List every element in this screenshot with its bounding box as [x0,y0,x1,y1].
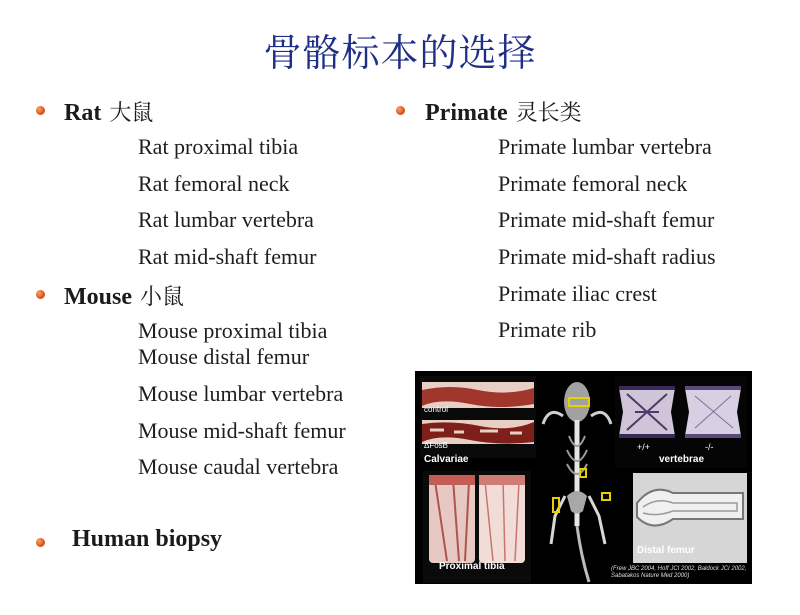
section-primate-heading [425,96,582,127]
genotype-ko-label: -/- [705,442,714,452]
distal-femur-panel [633,473,747,563]
mouse-item: Mouse mid-shaft femur [138,418,346,443]
rat-xray-image [539,376,615,584]
mouse-item: Mouse caudal vertebra [138,454,339,479]
rat-label-cn: 大鼠 [109,101,154,126]
calvariae-label: Calvariae [424,454,469,465]
bullet-primate [396,106,405,115]
vertebrae-panel [615,376,747,468]
section-rat-heading [64,96,153,127]
primate-label-cn: 灵长类 [515,101,582,126]
fosb-label: ΔFosB [424,441,449,450]
primate-item: Primate mid-shaft radius [498,244,716,269]
proximal-tibia-panel [423,471,531,583]
section-mouse-heading [64,280,184,311]
human-biopsy-heading: Human biopsy [72,526,223,552]
rat-item: Rat proximal tibia [138,134,299,159]
xray-panel [539,376,615,584]
mouse-label-cn: 小鼠 [140,285,185,310]
page-title: 骨骼标本的选择 [263,31,537,75]
roi-box-skull [568,397,590,407]
bone-specimen-figure [415,371,752,584]
primate-label: Primate [425,100,508,126]
vertebrae-label: vertebrae [659,454,705,465]
roi-box-tibia [552,497,560,513]
primate-item: Primate mid-shaft femur [498,207,715,232]
rat-label: Rat [64,100,102,126]
rat-item: Rat mid-shaft femur [138,244,317,269]
mouse-item: Mouse proximal tibia [138,318,328,343]
rat-item: Rat femoral neck [138,171,290,196]
primate-item: Primate rib [498,317,597,342]
distal-femur-label: Distal femur [637,545,695,556]
primate-item: Primate lumbar vertebra [498,134,712,159]
bullet-mouse [36,290,45,299]
roi-box-vertebra [579,468,587,478]
roi-box-femur [601,492,611,501]
rat-item: Rat lumbar vertebra [138,207,314,232]
mouse-label: Mouse [64,284,132,310]
control-label: control [424,405,449,414]
mouse-item: Mouse lumbar vertebra [138,381,344,406]
primate-item: Primate femoral neck [498,171,688,196]
primate-item: Primate iliac crest [498,281,657,306]
proximal-tibia-label: Proximal tibia [439,561,505,572]
citation-text: (Frew JBC 2004, Hoff JCI 2002, Baldock JCI 2002, Sabatakos Nature Med 2000) [611,566,747,579]
mouse-item: Mouse distal femur [138,344,310,369]
genotype-wt-label: +/+ [637,442,651,452]
bullet-rat [36,106,45,115]
bullet-human [36,538,45,547]
calvariae-panel [420,376,536,465]
